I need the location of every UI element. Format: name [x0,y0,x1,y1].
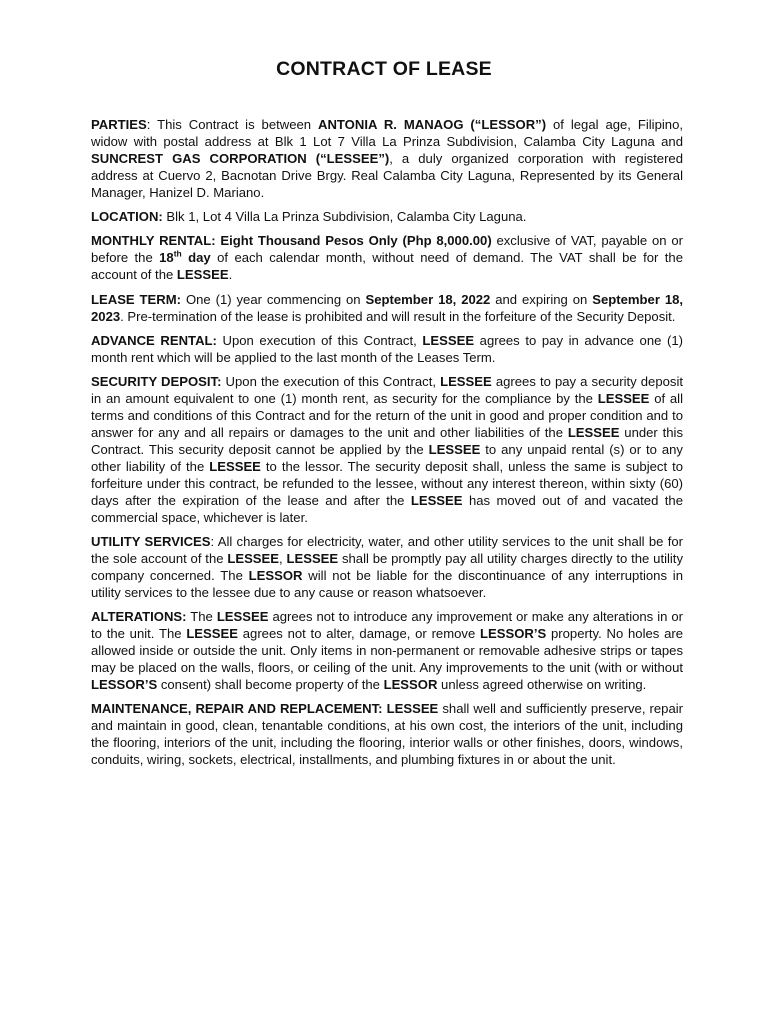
clause-parties [91,117,683,202]
clause-bold-text: LESSEE [286,550,339,566]
clause-text: Upon the execution of this Contract, [221,374,441,390]
clause-bold-text: LESSEE [186,625,238,641]
clause-text: and expiring on [490,291,593,307]
clause-text: property. No holes are allowed inside or outside the unit. Only items in non-permanent or removable adhesive strips or tapes may be placed on the walls, floors, or ceiling of the unit. Any improvements to the unit (with or without [91,625,684,675]
clause-text: to any unpaid rental (s) or to any other liability of the [91,441,683,474]
clause-text: consent) shall become property of the [157,676,384,692]
clause-location [91,209,683,226]
clause-text: exclusive of VAT, payable on or before the [91,233,683,266]
clause-bold-text: SECURITY DEPOSIT: [91,374,222,390]
clause-maintenance [91,701,683,769]
clause-bold-text: LESSEE [410,492,463,508]
clause-bold-text: day [181,250,211,266]
clause-text: . [228,267,233,283]
clause-utility-services [91,534,683,602]
clause-bold-text: LESSOR’S [480,625,547,641]
clause-text: of legal age, Filipino, widow with postal address at Blk 1 Lot 7 Villa La Prinza Subdivision, Calamba City Laguna and [91,117,683,149]
clause-text: of each calendar month, without need of demand. The VAT shall be for the account of the [91,250,684,283]
clause-bold-text: LESSEE [216,609,269,625]
clause-bold-text: September 18, 2023 [91,291,684,324]
clause-text: The [186,609,217,625]
clause-advance-rental [91,333,683,367]
clause-bold-text: LESSEE [440,374,492,390]
clause-bold-text: LESSOR [248,567,303,583]
clause-text: agrees to pay a security deposit in an amount equivalent to one (1) month rent, as security for the compliance by the [91,374,683,407]
clause-bold-text: LESSEE [176,267,229,283]
clause-text: One (1) year commencing on [181,291,366,307]
clause-text: of all terms and conditions of this Contract and for the return of the unit in good and proper condition and to answer for any and all repairs or damages to the unit and other liabilities of the [91,391,683,440]
clause-bold-text: LESSOR’S [91,676,158,692]
clause-superscript: th [173,248,182,259]
clause-bold-text: ALTERATIONS: [91,609,187,625]
clause-bold-text: 18 [159,250,174,266]
document-title: CONTRACT OF LEASE [276,58,492,80]
clause-bold-text: LESSEE [209,458,261,474]
clause-text: will not be liable for the discontinuance of any interruptions in utility services to the lessee due to any cause or reason whatsoever. [91,567,683,600]
clause-bold-text: PARTIES [91,117,147,132]
clause-text: unless agreed otherwise on writing. [437,676,647,692]
clause-text: agrees not to introduce any improvement or make any alterations in or to the unit. The [91,609,683,641]
clause-text: Upon execution of this Contract, [216,332,423,348]
clause-text: : This Contract is between [146,117,318,132]
clause-text: shall well and sufficiently preserve, repair and maintain in good, clean, tenantable conditions, at his own cost, the interiors of the unit, including the flooring, interiors of the unit, including the flooring, interior walls or other finishes, doors, windows, conduits, wiring, sockets, electrical, installments, and plumbing fixtures in or about the unit. [91,701,684,767]
clause-bold-text: LEASE TERM: [91,291,182,307]
clause-bold-text: September 18, 2022 [365,291,491,307]
clause-bold-text: LOCATION: [91,209,163,225]
clause-bold-text: UTILITY SERVICES [91,533,211,549]
clause-bold-text: ANTONIA R. MANAOG (“LESSOR”) [318,117,547,132]
clause-bold-text: ADVANCE RENTAL: [91,332,217,348]
clause-alterations [91,609,683,694]
clause-text: : All charges for electricity, water, and other utility services to the unit shall be for the sole account of the [91,533,683,566]
clause-text: has moved out of and vacated the commercial space, whichever is later. [91,492,683,525]
clause-lease-term [91,292,683,326]
clause-text: agrees not to alter, damage, or remove [237,625,481,641]
clause-text: under this Contract. This security deposit cannot be applied by the [91,425,683,457]
clause-text: Blk 1, Lot 4 Villa La Prinza Subdivision, Calamba City Laguna. [162,209,527,225]
clause-security-deposit [91,374,683,526]
clause-bold-text: LESSEE [428,441,481,457]
document-body [91,117,683,776]
clause-bold-text: LESSEE [422,332,475,348]
clause-bold-text: LESSEE [227,550,280,566]
clause-bold-text: LESSOR [383,676,438,692]
clause-monthly-rental [91,233,683,284]
clause-text: , [279,550,287,566]
clause-bold-text: LESSEE [597,391,650,407]
clause-text: to the lessor. The security deposit shall, unless the same is subject to forfeiture under this contract, be refunded to the lessee, without any interest thereon, within sixty (60) days after the expiration of the lease and after the [91,458,683,508]
clause-text: , a duly organized corporation with registered address at Cuervo 2, Bacnotan Drive Brgy. Real Calamba City Laguna, Represented by its General Manager, Hanizel D. Mariano. [91,150,683,200]
clause-text: shall be promptly pay all utility charges directly to the utility company concerned. The [91,550,683,583]
clause-bold-text: LESSEE [567,425,620,440]
clause-bold-text: MONTHLY RENTAL: Eight Thousand Pesos Only (Php 8,000.00) [91,233,492,249]
clause-text: . Pre-termination of the lease is prohibited and will result in the forfeiture of the Security Deposit. [120,308,676,324]
clause-text: agrees to pay in advance one (1) month rent which will be applied to the last month of the Leases Term. [91,332,684,365]
clause-bold-text: MAINTENANCE, REPAIR AND REPLACEMENT: LESSEE [91,701,439,717]
clause-bold-text: SUNCREST GAS CORPORATION (“LESSEE”) [91,150,390,166]
